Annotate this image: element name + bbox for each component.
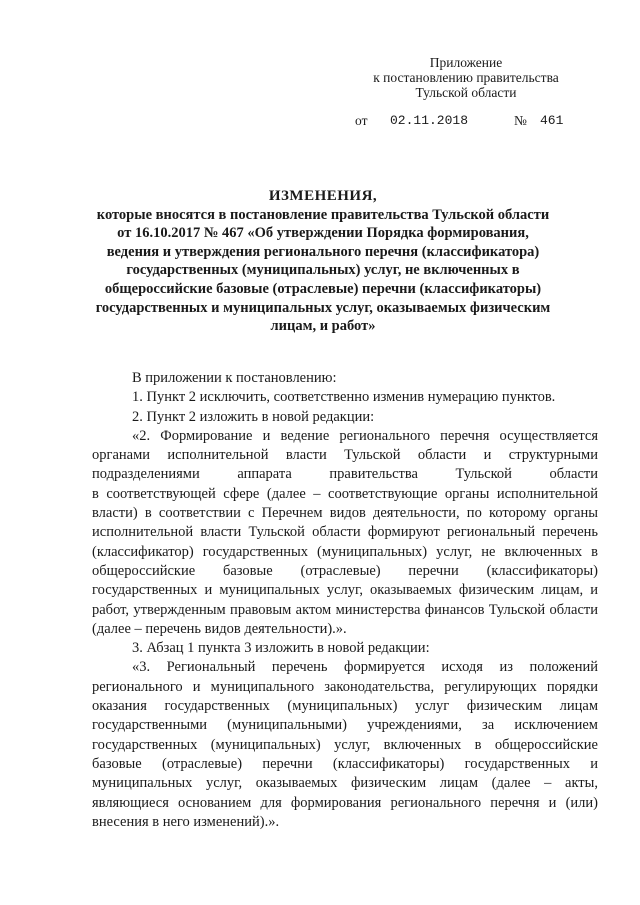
decree-date: 02.11.2018 (390, 113, 469, 128)
decree-from-label: от (355, 113, 368, 128)
body-quote-1-start: «2. Формирование и ведение регионального перечня осуществляется органами исполнительной власти Тульской области и структурными подразделениями аппарата правительства Тульской области (92, 427, 598, 483)
body-quote-1-rest: в соответствующей сфере (далее – соответствующие органы исполнительной власти) в соответствии с Перечнем видов деятельности, по которому органы исполнительной власти Тульской области формируют региональный перечень (классификатор) государственных (муниципальных) услуг, не включенных в общероссийские базовые (отраслевые) перечни (классификаторы) государственных и муниципальных услуг, оказываемых физическим лицам, и работ, утвержденным правовым актом министерства финансов Тульской области (далее – перечень видов деятельности).». (92, 485, 598, 637)
body-item-1: 1. Пункт 2 исключить, соответственно изменив нумерацию пунктов. (132, 389, 556, 406)
title-subtitle: которые вносятся в постановление правительства Тульской области от 16.10.2017 № 467 «Об утверждении Порядка формирования, ведения и утверждения регионального перечня (классификатора) государственных (муниципальных) услуг, не включенных в общероссийские базовые (отраслевые) перечни (классификаторы) государственных и муниципальных услуг, оказываемых физическим лицам, и работ» (95, 206, 551, 335)
document-title (90, 187, 556, 336)
decree-number-sign: № (514, 113, 527, 128)
appendix-line-1: Приложение (429, 55, 503, 70)
decree-number: 461 (540, 113, 564, 128)
title-heading: ИЗМЕНЕНИЯ, (268, 188, 378, 204)
appendix-line-2: к постановлению правительства (373, 70, 559, 85)
body-intro: В приложении к постановлению: (132, 370, 337, 386)
body-quote-2: «3. Региональный перечень формируется исходя из положений регионального и муниципального законодательства, регулирующих порядки оказания государственных (муниципальных) услуг физическим лицам государственными (муниципальными) учреждениями, за исключением государственных (муниципальных) услуг, включенных в общероссийские базовые (отраслевые) перечни (классификаторы) государственных и муниципальных услуг, оказываемых физическим лицам (далее – акты, являющиеся основанием для формирования регионального перечня и (или) внесения в него изменений).». (92, 659, 598, 830)
appendix-line-3: Тульской области (415, 85, 517, 100)
body-item-3: 3. Абзац 1 пункта 3 изложить в новой редакции: (132, 640, 430, 657)
appendix-header (356, 55, 576, 100)
document-body (92, 369, 598, 832)
body-item-2: 2. Пункт 2 изложить в новой редакции: (132, 408, 375, 425)
